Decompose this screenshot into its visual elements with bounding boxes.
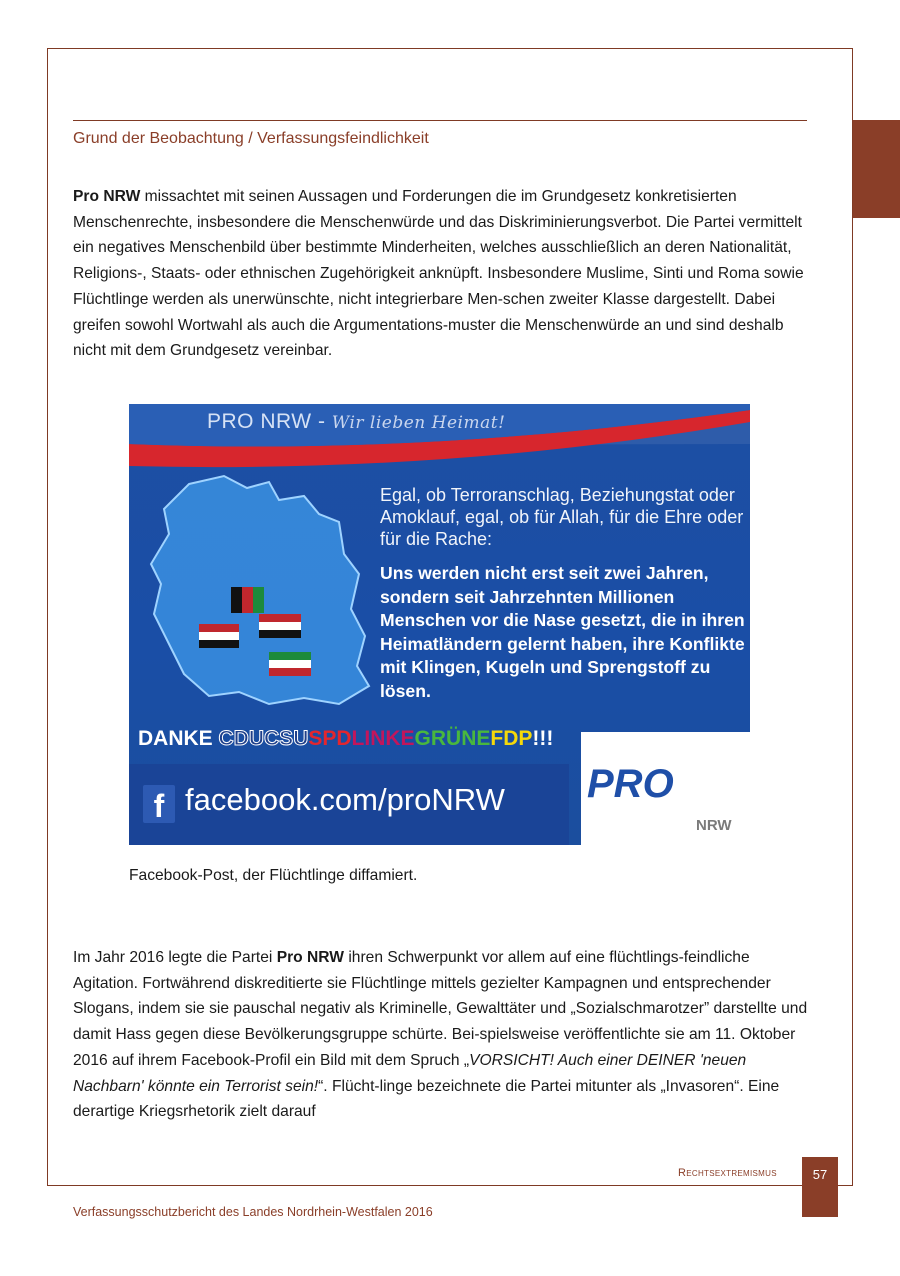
pro-logo-word: PRO (587, 762, 674, 806)
section-heading: Grund der Beobachtung / Verfassungsfeindlichkeit (73, 130, 429, 147)
flag-iraq-icon (259, 614, 301, 638)
facebook-icon: f (143, 785, 175, 823)
flag-afghanistan-icon (231, 587, 264, 613)
chapter-tab (853, 120, 900, 218)
section-rule (73, 120, 807, 121)
page-number: 57 (812, 1167, 828, 1182)
image-text-light: Egal, ob Terroranschlag, Beziehungstat oder Amoklauf, egal, ob für Allah, für die Ehre oder für die Rache: (380, 485, 744, 549)
image-text-bold: Uns werden nicht erst seit zwei Jahren, sondern seit Jahrzehnten Millionen Menschen vor die Nase gesetzt, die in ihren Heimatländern gelernt haben, ihre Konflikte mit Klingen, Kugeln und Sprengstoff zu lösen. (380, 563, 745, 701)
party-name-bold: Pro NRW (73, 188, 141, 205)
image-facebook-url: facebook.com/proNRW (185, 782, 505, 817)
pro-logo-sub: NRW (696, 817, 732, 834)
quoted-slogan: VORSICHT! Auch einer DEINER 'neuen Nachbarn' könnte ein Terrorist sein! (73, 1051, 747, 1095)
flag-syria-icon (199, 624, 239, 648)
image-danke-line: DANKE CDUCSUSPDLINKEGRÜNEFDP!!! (138, 727, 554, 750)
flag-iran-icon (269, 652, 311, 676)
footer-section-label: Rechtsextremismus (678, 1167, 777, 1179)
image-banner-subtitle: Wir lieben Heimat! (331, 413, 506, 433)
publication-title: Verfassungsschutzbericht des Landes Nordrhein-Westfalen 2016 (73, 1205, 433, 1219)
paragraph-2: Im Jahr 2016 legte die Partei Pro NRW ihren Schwerpunkt vor allem auf eine flüchtlings-feindliche Agitation. Fortwährend diskreditierte sie Flüchtlinge mittels gezielter Kampagnen und entsprechender Slogans, indem sie sie pauschal negativ als Kriminelle, Gewalttäter und „Sozialschmarotzer” darstellte und damit Hass gegen diese Bevölkerungsgruppe schürte. Bei-spielsweise veröffentlichte sie am 11. Oktober 2016 auf ihrem Facebook-Profil ein Bild mit dem Spruch „VORSICHT! Auch einer DEINER 'neuen Nachbarn' könnte ein Terrorist sein!“. Flücht-linge bezeichnete die Partei mitunter als „Invasoren“. Eine derartige Kriegsrhetorik zielt darauf (73, 949, 808, 1121)
party-name-bold: Pro NRW (276, 949, 344, 966)
facebook-post-image (129, 404, 750, 845)
paragraph-1-text: missachtet mit seinen Aussagen und Forderungen die im Grundgesetz konkretisierten Menschenrechte, insbesondere die Menschenwürde und das Diskriminierungsverbot. Die Partei vermittelt ein negatives Menschenbild über bestimmte Minderheiten, welches ausschließlich an deren Nationalität, Religions-, Staats- oder ethnischen Zugehörigkeit anknüpft. Insbesondere Muslime, Sinti und Roma sowie Flüchtlinge werden als unerwünschte, nicht integrierbare Men-schen zweiter Klasse dargestellt. Dabei greifen sowohl Wortwahl als auch die Argumentations-muster die Menschenwürde an und sind deshalb nicht mit dem Grundgesetz vereinbar. (73, 188, 804, 360)
pro-nrw-logo (581, 732, 750, 845)
image-banner-title: PRO NRW - Wir lieben Heimat! (207, 410, 506, 433)
image-caption: Facebook-Post, der Flüchtlinge diffamiert. (129, 867, 418, 884)
page-number-box (802, 1157, 838, 1217)
paragraph-1 (73, 184, 813, 364)
